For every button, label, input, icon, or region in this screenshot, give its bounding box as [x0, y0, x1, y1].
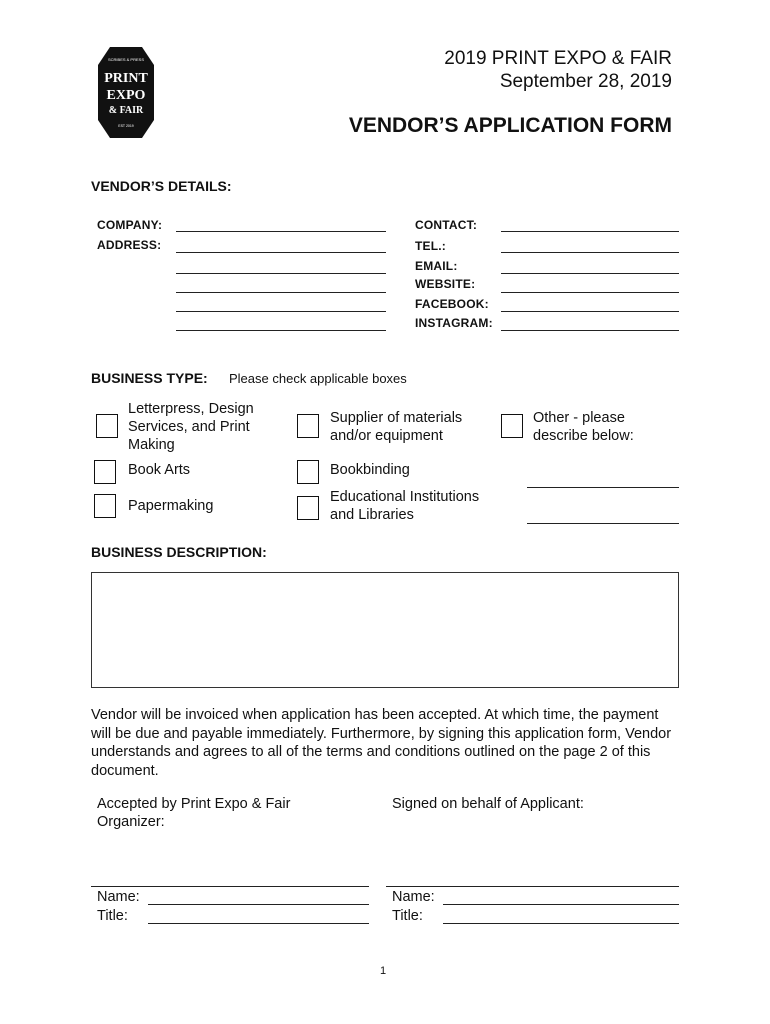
email-field[interactable] [501, 273, 679, 274]
business-type-hint: Please check applicable boxes [229, 371, 407, 386]
address-field-5[interactable] [176, 330, 386, 331]
business-description-box[interactable] [91, 572, 679, 688]
vendor-details-heading: VENDOR’S DETAILS: [91, 178, 232, 194]
papermaking-label: Papermaking [128, 498, 214, 514]
logo-badge-icon [96, 45, 156, 140]
address-label: ADDRESS: [97, 238, 162, 252]
logo-footer: EST 2019 [118, 124, 134, 128]
applicant-name-field[interactable] [443, 904, 679, 905]
other-describe-field-2[interactable] [527, 523, 679, 524]
other-label: Other - please describe below: [533, 410, 634, 444]
contact-field[interactable] [501, 231, 679, 232]
organizer-signature-label: Accepted by Print Expo & Fair Organizer: [97, 796, 291, 830]
logo-line1: PRINT [104, 71, 148, 86]
other-checkbox[interactable] [501, 414, 523, 438]
event-name: 2019 PRINT EXPO & FAIR [444, 48, 672, 69]
facebook-label: FACEBOOK: [415, 297, 489, 311]
tel-label: TEL.: [415, 239, 446, 253]
letterpress-label: Letterpress, Design Services, and Print Making [128, 401, 254, 453]
website-label: WEBSITE: [415, 277, 476, 291]
website-field[interactable] [501, 292, 679, 293]
tel-field[interactable] [501, 252, 679, 253]
address-field-1[interactable] [176, 252, 386, 253]
bookbinding-checkbox[interactable] [297, 460, 319, 484]
logo-small-text: SCRIBES & PRESS [107, 57, 145, 62]
book-arts-label: Book Arts [128, 462, 191, 478]
logo-line2: EXPO [106, 88, 146, 103]
business-description-heading: BUSINESS DESCRIPTION: [91, 544, 267, 560]
educational-label: Educational Institutions and Libraries [330, 489, 480, 523]
book-arts-checkbox[interactable] [94, 460, 116, 484]
organizer-signature-line[interactable] [91, 886, 369, 887]
business-type-heading: BUSINESS TYPE: [91, 370, 208, 386]
event-date: September 28, 2019 [499, 71, 672, 92]
company-label: COMPANY: [97, 218, 163, 232]
address-field-4[interactable] [176, 311, 386, 312]
applicant-name-label: Name: [392, 889, 435, 905]
other-describe-field-1[interactable] [527, 487, 679, 488]
applicant-title-label: Title: [392, 908, 423, 924]
supplier-label: Supplier of materials and/or equipment [330, 410, 463, 444]
bookbinding-label: Bookbinding [330, 462, 410, 478]
page-number: 1 [380, 965, 387, 977]
company-field[interactable] [176, 231, 386, 232]
instagram-label: INSTAGRAM: [415, 316, 493, 330]
papermaking-checkbox[interactable] [94, 494, 116, 518]
contact-label: CONTACT: [415, 218, 478, 232]
letterpress-checkbox[interactable] [96, 414, 118, 438]
page-title: VENDOR’S APPLICATION FORM [348, 114, 672, 137]
logo [96, 45, 156, 140]
educational-checkbox[interactable] [297, 496, 319, 520]
applicant-signature-line[interactable] [386, 886, 679, 887]
facebook-field[interactable] [501, 311, 679, 312]
address-field-3[interactable] [176, 292, 386, 293]
applicant-title-field[interactable] [443, 923, 679, 924]
address-field-2[interactable] [176, 273, 386, 274]
terms-text: Vendor will be invoiced when application has been accepted. At which time, the payment will be due and payable immediately. Furthermore, by signing this application form, Vendor understands and agrees to all of the terms and conditions outlined on the page 2 of this document. [91, 707, 672, 779]
organizer-name-label: Name: [97, 889, 140, 905]
applicant-signature-label: Signed on behalf of Applicant: [392, 796, 584, 812]
organizer-name-field[interactable] [148, 904, 369, 905]
organizer-title-label: Title: [97, 908, 128, 924]
email-label: EMAIL: [415, 259, 458, 273]
logo-line3: & FAIR [108, 105, 144, 116]
organizer-title-field[interactable] [148, 923, 369, 924]
instagram-field[interactable] [501, 330, 679, 331]
supplier-checkbox[interactable] [297, 414, 319, 438]
